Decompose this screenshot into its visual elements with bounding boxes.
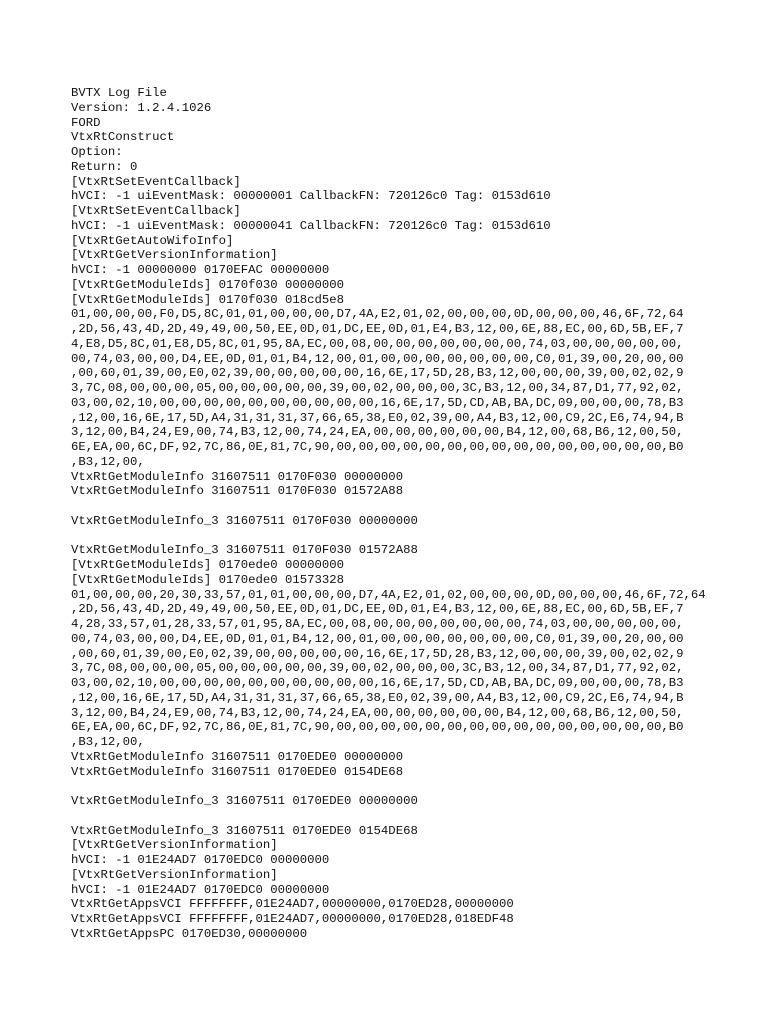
log-line: VtxRtGetModuleInfo 31607511 0170EDE0 0154DE68 (71, 764, 404, 779)
log-line: ,2D,56,43,4D,2D,49,49,00,50,EE,0D,01,DC,EE,0D,01,E4,B3,12,00,6E,88,EC,00,6D,5B,EF,7 (71, 322, 684, 336)
log-line: VtxRtGetModuleInfo_3 31607511 0170EDE0 00000000 (71, 794, 418, 808)
log-line: 4,28,33,57,01,28,33,57,01,95,8A,EC,00,08,00,00,00,00,00,00,00,74,03,00,00,00,00,00, (71, 617, 684, 631)
log-line: hVCI: -1 01E24AD7 0170EDC0 00000000 (71, 882, 330, 897)
log-line: 03,00,02,10,00,00,00,00,00,00,00,00,00,00,16,6E,17,5D,CD,AB,BA,DC,09,00,00,00,78,B3 (71, 395, 684, 410)
log-line: ,00,60,01,39,00,E0,02,39,00,00,00,00,00,16,6E,17,5D,28,B3,12,00,00,00,39,00,02,02,9 (71, 646, 684, 661)
log-line: 00,74,03,00,00,D4,EE,0D,01,01,B4,12,00,01,00,00,00,00,00,00,00,C0,01,39,00,20,00,00 (71, 351, 684, 366)
log-line: BVTX Log File (71, 86, 167, 100)
log-line: 3,12,00,B4,24,E9,00,74,B3,12,00,74,24,EA,00,00,00,00,00,00,B4,12,00,68,B6,12,00,50, (71, 705, 684, 720)
log-line: 01,00,00,00,F0,D5,8C,01,01,00,00,00,D7,4A,E2,01,02,00,00,00,0D,00,00,00,46,6F,72,64 (71, 307, 684, 322)
log-line: FORD (71, 115, 101, 130)
log-line: 3,12,00,B4,24,E9,00,74,B3,12,00,74,24,EA,00,00,00,00,00,00,B4,12,00,68,B6,12,00,50, (71, 425, 684, 440)
log-line: ,12,00,16,6E,17,5D,A4,31,31,31,37,66,65,38,E0,02,39,00,A4,B3,12,00,C9,2C,E6,74,94,B (71, 690, 684, 705)
log-line: Version: 1.2.4.1026 (71, 100, 212, 115)
log-line: VtxRtGetModuleInfo_3 31607511 0170F030 01572A88 (71, 543, 418, 558)
log-line: 6E,EA,00,6C,DF,92,7C,86,0E,81,7C,90,00,00,00,00,00,00,00,00,00,00,00,00,00,00,00,B0 (71, 720, 684, 735)
log-line: [VtxRtGetAutoWifoInfo] (71, 233, 234, 248)
log-line: hVCI: -1 00000000 0170EFAC 00000000 (71, 263, 330, 277)
log-document (71, 86, 706, 942)
log-line: 03,00,02,10,00,00,00,00,00,00,00,00,00,00,16,6E,17,5D,CD,AB,BA,DC,09,00,00,00,78,B3 (71, 676, 684, 690)
log-line: VtxRtGetModuleInfo_3 31607511 0170F030 00000000 (71, 513, 418, 528)
log-line: [VtxRtGetVersionInformation] (71, 867, 278, 882)
log-line: [VtxRtSetEventCallback] (71, 204, 241, 218)
log-line: ,B3,12,00, (71, 454, 145, 469)
log-line: hVCI: -1 01E24AD7 0170EDC0 00000000 (71, 853, 330, 867)
blank-line (71, 779, 701, 794)
log-line: 00,74,03,00,00,D4,EE,0D,01,01,B4,12,00,01,00,00,00,00,00,00,00,C0,01,39,00,20,00,00 (71, 631, 684, 646)
log-line: [VtxRtGetVersionInformation] (71, 838, 278, 853)
log-line: 3,7C,08,00,00,00,05,00,00,00,00,00,39,00,02,00,00,00,3C,B3,12,00,34,87,D1,77,92,02, (71, 381, 684, 395)
log-line: ,B3,12,00, (71, 735, 145, 749)
log-line: Option: (71, 145, 123, 159)
log-line: [VtxRtGetModuleIds] 0170f030 00000000 (71, 277, 345, 292)
log-line: 01,00,00,00,20,30,33,57,01,01,00,00,00,D7,4A,E2,01,02,00,00,00,0D,00,00,00,46,6F,72,64 (71, 587, 706, 602)
blank-line (71, 809, 701, 824)
log-line: [VtxRtSetEventCallback] (71, 174, 241, 189)
log-line: [VtxRtGetVersionInformation] (71, 248, 278, 263)
log-line: 4,E8,D5,8C,01,E8,D5,8C,01,95,8A,EC,00,08,00,00,00,00,00,00,00,74,03,00,00,00,00,00, (71, 336, 684, 351)
log-line: ,12,00,16,6E,17,5D,A4,31,31,31,37,66,65,38,E0,02,39,00,A4,B3,12,00,C9,2C,E6,74,94,B (71, 410, 684, 425)
log-line: VtxRtGetAppsVCI FFFFFFFF,01E24AD7,00000000,0170ED28,00000000 (71, 897, 514, 912)
log-line: VtxRtGetModuleInfo 31607511 0170EDE0 00000000 (71, 749, 404, 764)
log-line: hVCI: -1 uiEventMask: 00000041 CallbackFN: 720126c0 Tag: 0153d610 (71, 218, 551, 233)
log-line: VtxRtGetModuleInfo_3 31607511 0170EDE0 0154DE68 (71, 823, 418, 838)
log-line: ,00,60,01,39,00,E0,02,39,00,00,00,00,00,16,6E,17,5D,28,B3,12,00,00,00,39,00,02,02,9 (71, 366, 684, 381)
log-line: [VtxRtGetModuleIds] 0170ede0 01573328 (71, 572, 345, 587)
log-line: [VtxRtGetModuleIds] 0170f030 018cd5e8 (71, 292, 345, 307)
log-line: VtxRtGetModuleInfo 31607511 0170F030 01572A88 (71, 484, 404, 499)
log-line: VtxRtConstruct (71, 130, 175, 145)
log-line: VtxRtGetAppsVCI FFFFFFFF,01E24AD7,00000000,0170ED28,018EDF48 (71, 912, 514, 926)
log-line: 6E,EA,00,6C,DF,92,7C,86,0E,81,7C,90,00,00,00,00,00,00,00,00,00,00,00,00,00,00,00,B0 (71, 440, 684, 454)
log-line: Return: 0 (71, 159, 138, 174)
log-line: VtxRtGetAppsPC 0170ED30,00000000 (71, 926, 308, 941)
log-line: VtxRtGetModuleInfo 31607511 0170F030 00000000 (71, 469, 404, 484)
blank-line (71, 529, 701, 544)
log-line: ,2D,56,43,4D,2D,49,49,00,50,EE,0D,01,DC,EE,0D,01,E4,B3,12,00,6E,88,EC,00,6D,5B,EF,7 (71, 602, 684, 617)
log-line: 3,7C,08,00,00,00,05,00,00,00,00,00,39,00,02,00,00,00,3C,B3,12,00,34,87,D1,77,92,02, (71, 661, 684, 676)
log-line: [VtxRtGetModuleIds] 0170ede0 00000000 (71, 558, 345, 572)
log-line: hVCI: -1 uiEventMask: 00000001 CallbackFN: 720126c0 Tag: 0153d610 (71, 189, 551, 204)
blank-line (71, 499, 701, 514)
